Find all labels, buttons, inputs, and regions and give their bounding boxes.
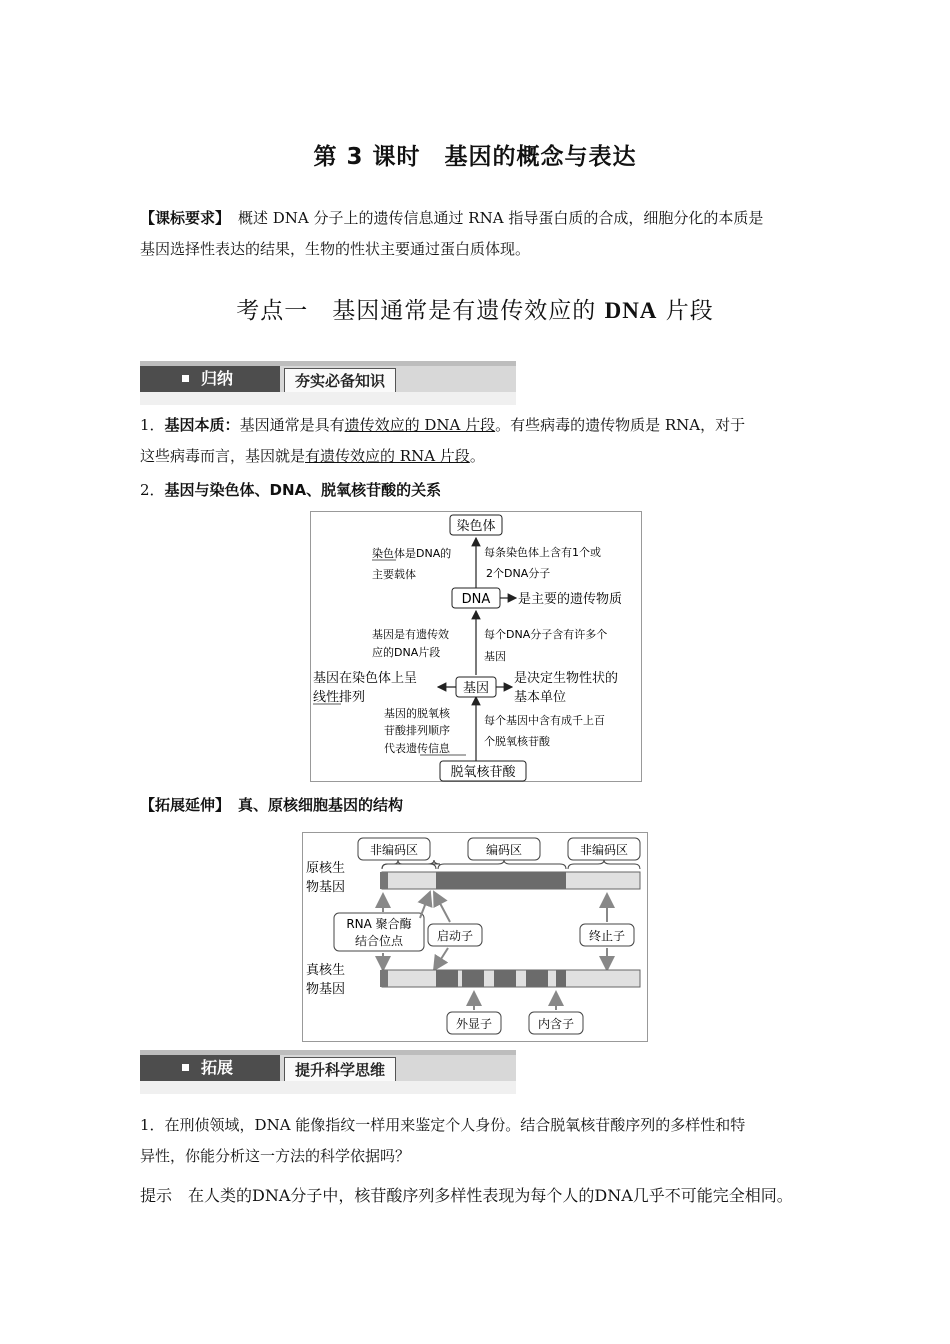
banner-extension (140, 1050, 516, 1094)
promoter-text: 启动子 (436, 929, 474, 943)
section-heading (0, 292, 950, 325)
square-icon (182, 1064, 189, 1071)
standard-paragraph (140, 203, 812, 265)
point-1-underline-b: 有遗传效应的 RNA 片段 (305, 447, 470, 465)
banner-label: 夯实必备知识 (284, 368, 396, 394)
point-1 (140, 410, 812, 472)
exon-block (436, 970, 458, 987)
extension-text: 真、原核细胞基因的结构 (238, 796, 404, 814)
rna-pol-text-2: 结合位点 (354, 934, 404, 948)
point-1-label: 基因本质： (164, 416, 240, 434)
right-mid-1: 每个DNA分子含有许多个 (484, 628, 608, 641)
point-1-text-c: 这些病毒而言，基因就是 (140, 447, 306, 465)
terminator-text: 终止子 (588, 929, 626, 943)
extension-heading (140, 790, 812, 821)
gene-left-1: 基因在染色体上呈 (313, 671, 418, 686)
standard-label: 【课标要求】 (140, 209, 231, 227)
standard-text-line2: 基因选择性表达的结果，生物的性状主要通过蛋白质体现。 (140, 240, 531, 258)
lesson-title: 第 3 课时 基因的概念与表达 (313, 144, 637, 170)
eukaryote-label-2: 物基因 (306, 982, 346, 997)
point-1-text-b: 。有些病毒的遗传物质是 RNA，对于 (495, 416, 746, 434)
banner-tag: 归纳 (201, 369, 234, 388)
section-heading-latin: DNA (604, 298, 658, 323)
gene-text: 基因 (462, 681, 490, 696)
left-bot-2: 苷酸排列顺序 (384, 724, 450, 737)
question-1-line2: 异性，你能分析这一方法的科学依据吗？ (140, 1147, 411, 1165)
hint (140, 1180, 812, 1211)
left-bot-3: 代表遗传信息 (384, 742, 450, 755)
standard-text-line1: 概述 DNA 分子上的遗传信息通过 RNA 指导蛋白质的合成，细胞分化的本质是 (238, 209, 764, 227)
nucleotide-text: 脱氧核苷酸 (450, 765, 516, 780)
exon-text: 外显子 (455, 1017, 493, 1031)
prokaryote-label-1: 原核生 (306, 861, 346, 876)
left-bot-1: 基因的脱氧核 (384, 707, 450, 720)
gene-right-2: 基本单位 (514, 690, 567, 705)
point-1-text-a: 基因通常是具有 (239, 416, 345, 434)
point-2 (140, 475, 812, 506)
chromosome-text: 染色体 (456, 519, 496, 534)
dna-text: DNA (461, 592, 491, 607)
right-mid-2: 基因 (484, 650, 506, 663)
prokaryote-label-2: 物基因 (306, 880, 346, 895)
point-1-text-d: 。 (469, 447, 485, 465)
exon-block (462, 970, 484, 987)
banner-tag: 拓展 (201, 1058, 234, 1077)
gene-structure-diagram (302, 832, 648, 1042)
question-1 (140, 1110, 812, 1172)
point-1-underline-a: 遗传效应的 DNA 片段 (344, 416, 496, 434)
square-icon (182, 375, 189, 382)
intron-text: 内含子 (537, 1017, 575, 1031)
point-2-label: 基因与染色体、DNA、脱氧核苷酸的关系 (164, 481, 442, 499)
hint-label: 提示 (140, 1186, 173, 1205)
coding-text: 编码区 (485, 843, 523, 857)
right-top-2: 2个DNA分子 (486, 567, 551, 580)
banner-label: 提升科学思维 (284, 1057, 396, 1083)
point-2-num: 2． (140, 481, 165, 499)
gene-left-2: 线性排列 (313, 690, 366, 705)
exon-block (494, 970, 516, 987)
noncoding-left-text: 非编码区 (369, 843, 419, 857)
right-bot-2: 个脱氧核苷酸 (484, 735, 550, 748)
question-1-line1: 1．在刑侦领域，DNA 能像指纹一样用来鉴定个人身份。结合脱氧核苷酸序列的多样性和特 (140, 1116, 746, 1134)
dna-role-text: 是主要的遗传物质 (518, 592, 623, 607)
point-1-num: 1． (140, 416, 165, 434)
exon-block (556, 970, 566, 987)
section-heading-prefix: 考点一 基因通常是有遗传效应的 (236, 298, 605, 324)
left-mid-1: 基因是有遗传效 (372, 628, 449, 641)
gene-right-1: 是决定生物性状的 (514, 671, 619, 686)
section-heading-suffix: 片段 (657, 298, 714, 324)
exon-block (526, 970, 548, 987)
hint-text: 在人类的DNA分子中，核苷酸序列多样性表现为每个人的DNA几乎不可能完全相同。 (188, 1186, 793, 1205)
left-top-2: 主要载体 (372, 568, 416, 581)
left-top-1: 染色体是DNA的 (372, 547, 452, 560)
right-top-1: 每条染色体上含有1个或 (484, 546, 601, 559)
right-bot-1: 每个基因中含有成千上百 (484, 714, 605, 727)
rna-pol-text-1: RNA 聚合酶 (346, 917, 412, 931)
banner-summary (140, 361, 516, 405)
left-mid-2: 应的DNA片段 (372, 646, 441, 659)
eukaryote-label-1: 真核生 (306, 963, 346, 978)
noncoding-right-text: 非编码区 (579, 843, 629, 857)
extension-label: 【拓展延伸】 (140, 796, 231, 814)
gene-relationship-diagram (310, 511, 642, 782)
